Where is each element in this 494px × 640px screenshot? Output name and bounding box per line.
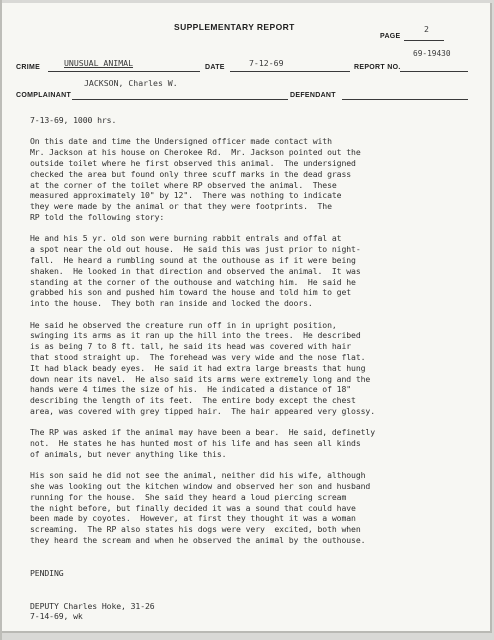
para-1-line: RP told the following story: bbox=[30, 211, 165, 222]
para-5-line: His son said he did not see the animal, neither did his wife, although bbox=[30, 470, 366, 481]
date-label: DATE bbox=[205, 64, 225, 71]
para-5-line: she was looking out the kitchen window and observed her son and husband bbox=[30, 481, 371, 492]
para-5-line: screaming. The RP also states his dogs were very excited, both when bbox=[30, 524, 361, 535]
para-5-line: they heard the scream and when he observed the animal by the outhouse. bbox=[30, 535, 366, 546]
crime-underline bbox=[48, 71, 200, 72]
para-3-line: area, was covered with grey tipped hair. The hair appeared very glossy. bbox=[30, 405, 376, 416]
complainant-underline bbox=[72, 99, 288, 100]
date-underline bbox=[230, 71, 350, 72]
para-2-line: into the house. They both ran inside and locked the doors. bbox=[30, 298, 313, 309]
report-page bbox=[2, 3, 492, 633]
report-title: SUPPLEMENTARY REPORT bbox=[174, 22, 295, 32]
complainant-value: JACKSON, Charles W. bbox=[84, 78, 178, 88]
para-4-line: The RP was asked if the animal may have been a bear. He said, definetly bbox=[30, 427, 376, 438]
defendant-underline bbox=[342, 99, 468, 100]
para-1-line: at the corner of the toilet where RP observed the animal. These bbox=[30, 179, 337, 190]
date-value: 7-12-69 bbox=[249, 58, 284, 68]
complainant-label: COMPLAINANT bbox=[16, 92, 72, 99]
report-no-underline bbox=[400, 71, 468, 72]
para-1-line: they were made by the animal or that they were footprints. The bbox=[30, 201, 332, 212]
para-2-line: a spot near the old out house. He said this was just prior to night- bbox=[30, 244, 361, 255]
page-underline bbox=[404, 40, 444, 41]
crime-label: CRIME bbox=[16, 64, 41, 71]
report-dateline: 7-13-69, 1000 hrs. bbox=[30, 115, 117, 125]
para-1-line: measured approximately 10" by 12". There was nothing to indicate bbox=[30, 190, 342, 201]
crime-value: UNUSUAL ANIMAL bbox=[64, 58, 134, 68]
report-no-value: 69-19430 bbox=[413, 49, 451, 58]
page-number: 2 bbox=[424, 24, 429, 34]
para-4-line: of animals, but never anything like this. bbox=[30, 448, 227, 459]
page-label: PAGE bbox=[380, 33, 401, 40]
para-5-line: been made by coyotes. However, at first they thought it was a woman bbox=[30, 513, 356, 524]
para-5-line: running for the house. She said they heard a loud piercing scream bbox=[30, 491, 347, 502]
para-1-line: checked the area but found only three scuff marks in the dead grass bbox=[30, 168, 352, 179]
para-2-line: grabbed his son and pushed him toward the house and told him to get bbox=[30, 287, 352, 298]
signature-date: 7-14-69, wk bbox=[30, 611, 83, 622]
para-3-line: is as being 7 to 8 ft. tall, he said its head was covered with hair bbox=[30, 341, 352, 352]
para-1-line: outside toilet where he first observed this animal. The undersigned bbox=[30, 157, 356, 168]
para-3-line: He said he observed the creature run off in in upright position, bbox=[30, 319, 337, 330]
defendant-label: DEFENDANT bbox=[290, 92, 336, 99]
para-3-line: It had black beady eyes. He said it had extra large breasts that hung bbox=[30, 362, 366, 373]
para-3-line: that stood straight up. The forehead was very wide and the nose flat. bbox=[30, 351, 366, 362]
para-5-line: the night before, but finally decided it was a sound that could have bbox=[30, 502, 356, 513]
para-1-line: Mr. Jackson at his house on Cherokee Rd. Mr. Jackson pointed out the bbox=[30, 147, 361, 158]
para-3-line: down near its navel. He also said its arms were extremely long and the bbox=[30, 373, 371, 384]
status-pending: PENDING bbox=[30, 567, 64, 578]
para-1-line: On this date and time the Undersigned officer made contact with bbox=[30, 136, 332, 147]
para-3-line: hands were 4 times the size of his. He indicated a distance of 18" bbox=[30, 384, 352, 395]
report-no-label: REPORT NO. bbox=[354, 64, 401, 71]
report-narrative bbox=[30, 115, 460, 622]
para-2-line: shaken. He looked in that direction and observed the animal. It was bbox=[30, 265, 361, 276]
para-3-line: swinging its arms as it ran up the hill into the trees. He described bbox=[30, 330, 361, 341]
para-2-line: standing at the corner of the outhouse and watching him. He said he bbox=[30, 276, 356, 287]
para-3-line: describing the length of its feet. The entire body except the chest bbox=[30, 395, 356, 406]
para-2-line: fall. He heard a rumbling sound at the outhouse as if it were being bbox=[30, 254, 356, 265]
officer-signature: DEPUTY Charles Hoke, 31-26 bbox=[30, 600, 155, 611]
para-2-line: He and his 5 yr. old son were burning rabbit entrals and offal at bbox=[30, 233, 342, 244]
para-4-line: not. He states he has hunted most of his life and has seen all kinds bbox=[30, 438, 361, 449]
